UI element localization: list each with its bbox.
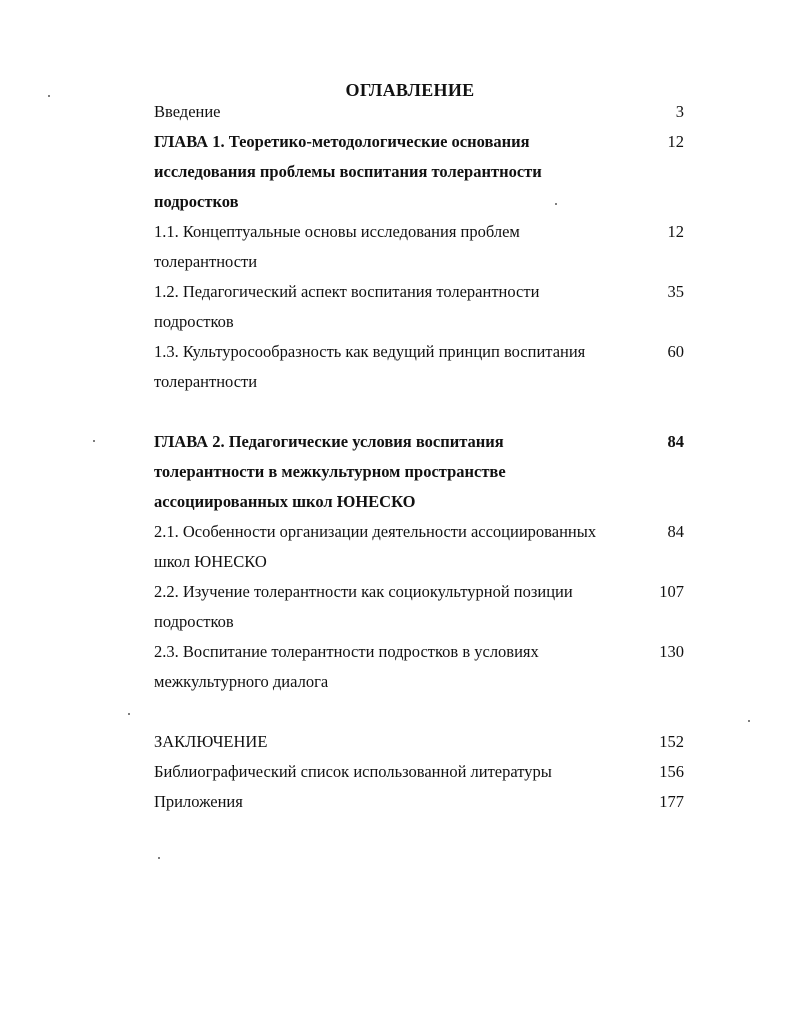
entry-text: Введение: [154, 102, 221, 121]
toc-entry-section-2-2[interactable]: [154, 577, 684, 637]
toc-entry-chapter-1[interactable]: [154, 127, 684, 217]
page-number: 12: [667, 222, 684, 241]
scan-speck: [555, 203, 557, 205]
page-number: 3: [675, 102, 684, 121]
toc-entry-bibliography[interactable]: [154, 757, 684, 787]
page-number: 84: [667, 522, 684, 541]
entry-text: Библиографический список использованной литературы: [154, 762, 552, 781]
page-number: 84: [667, 432, 684, 451]
page-number: 60: [667, 342, 684, 361]
toc-entry-section-2-3[interactable]: [154, 637, 684, 697]
toc-entry-section-1-1[interactable]: [154, 217, 684, 277]
toc-entry-section-2-1[interactable]: [154, 517, 684, 577]
toc-entry-introduction[interactable]: [154, 97, 684, 127]
entry-text: ГЛАВА 1. Теоретико-методологические основания исследования проблемы воспитания толерантности подростков: [154, 132, 542, 211]
toc-entry-conclusion[interactable]: [154, 727, 684, 757]
toc-entry-section-1-3[interactable]: [154, 337, 684, 397]
entry-text: 2.1. Особенности организации деятельности ассоциированных школ ЮНЕСКО: [154, 522, 597, 571]
scan-speck: [158, 857, 160, 859]
page-title: ОГЛАВЛЕНИЕ: [345, 80, 475, 100]
entry-text: 2.2. Изучение толерантности как социокультурной позиции подростков: [154, 582, 573, 631]
page-number: 152: [659, 732, 684, 751]
scan-speck: [748, 720, 750, 722]
spacer: [154, 697, 684, 727]
scan-speck: [128, 713, 130, 715]
toc-entry-chapter-2[interactable]: [154, 427, 684, 517]
entry-text: ГЛАВА 2. Педагогические условия воспитания толерантности в межкультурном пространстве ассоциированных школ ЮНЕСКО: [154, 432, 506, 511]
page-number: 156: [659, 762, 684, 781]
entry-text: 2.3. Воспитание толерантности подростков в условиях межкультурного диалога: [154, 642, 539, 691]
scan-speck: [48, 95, 50, 97]
entry-text: 1.3. Культуросообразность как ведущий принцип воспитания толерантности: [154, 342, 586, 391]
toc-entry-section-1-2[interactable]: [154, 277, 684, 337]
entry-text: Приложения: [154, 792, 243, 811]
entry-text: 1.2. Педагогический аспект воспитания толерантности подростков: [154, 282, 540, 331]
page-number: 35: [667, 282, 684, 301]
spacer: [154, 397, 684, 427]
page-number: 107: [659, 582, 684, 601]
page-number: 177: [659, 792, 684, 811]
page-number: 130: [659, 642, 684, 661]
entry-text: 1.1. Концептуальные основы исследования проблем толерантности: [154, 222, 520, 271]
entry-text: ЗАКЛЮЧЕНИЕ: [154, 732, 268, 751]
page-number: 12: [667, 132, 684, 151]
table-of-contents: [154, 97, 684, 817]
scan-speck: [93, 440, 95, 442]
toc-entry-appendices[interactable]: [154, 787, 684, 817]
